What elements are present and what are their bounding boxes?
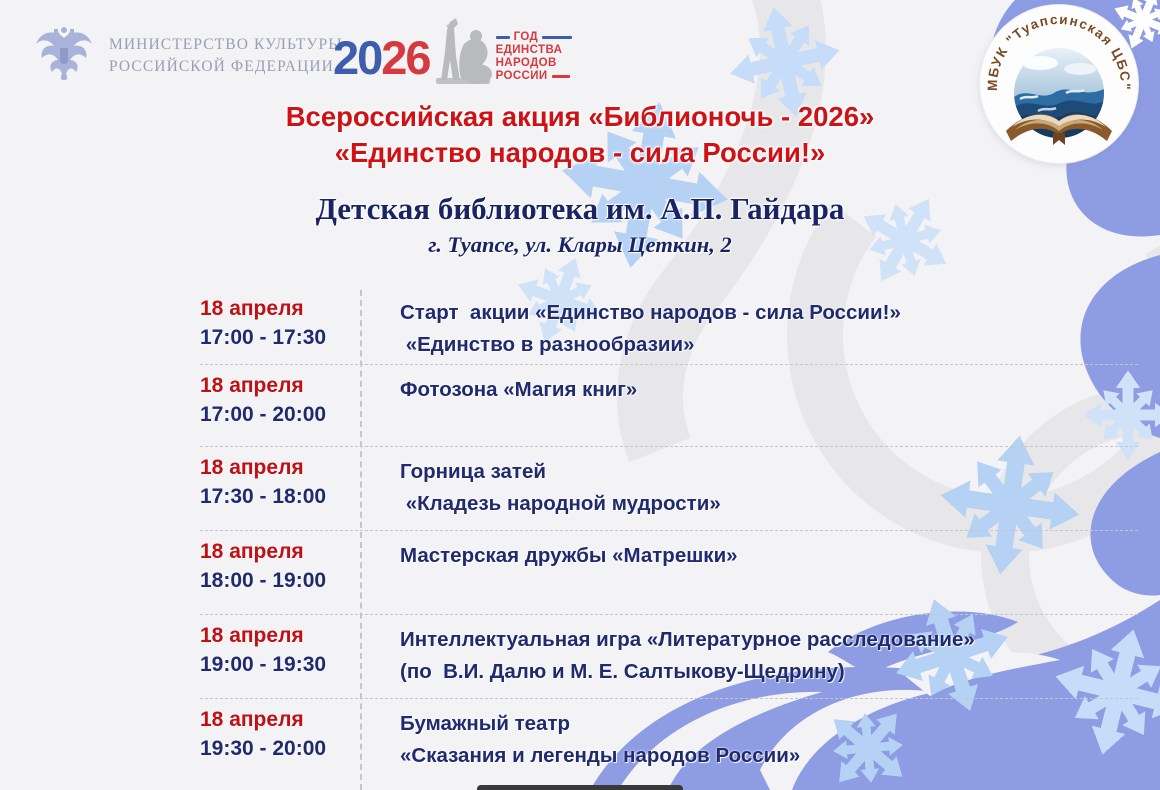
caption-god: ГОД bbox=[513, 30, 539, 43]
action-title-line2: «Единство народов - сила России!» bbox=[334, 137, 826, 169]
cutoff-bottom-element bbox=[477, 785, 683, 790]
event-title-line1: Интеллектуальная игра «Литературное расследование» bbox=[400, 628, 975, 651]
event-date: 18 апреля bbox=[200, 708, 304, 731]
event-title-line2: «Кладезь народной мудрости» bbox=[400, 491, 721, 515]
event-title-line2: «Сказания и легенды народов России» bbox=[400, 743, 801, 767]
schedule-row bbox=[200, 288, 1138, 365]
ministry-name bbox=[109, 34, 343, 79]
caption-rossii: РОССИИ bbox=[495, 70, 548, 83]
schedule-row bbox=[200, 615, 1138, 699]
year-2026-logo bbox=[333, 16, 572, 98]
ministry-logo bbox=[32, 24, 343, 88]
event-title-line1: Мастерская дружбы «Матрешки» bbox=[400, 544, 738, 567]
library-address: г. Туапсе, ул. Клары Цеткин, 2 bbox=[428, 232, 732, 257]
event-title-line1: Фотозона «Магия книг» bbox=[400, 378, 638, 401]
schedule-row bbox=[200, 365, 1138, 447]
schedule-row bbox=[200, 699, 1138, 790]
caption-edinstva: ЕДИНСТВА bbox=[495, 43, 563, 56]
monument-statue-icon bbox=[420, 16, 498, 98]
event-title-line1: Бумажный театр bbox=[400, 712, 571, 735]
action-title bbox=[110, 99, 1050, 172]
event-title-line2: (по В.И. Далю и М. Е. Салтыкову-Щедрину) bbox=[400, 659, 845, 683]
event-schedule bbox=[200, 288, 1138, 790]
event-time: 19:30 - 20:00 bbox=[200, 737, 327, 760]
event-date: 18 апреля bbox=[200, 297, 304, 320]
event-time: 19:00 - 19:30 bbox=[200, 653, 327, 676]
double-eagle-icon bbox=[32, 24, 96, 88]
schedule-row bbox=[200, 531, 1138, 615]
event-date: 18 апреля bbox=[200, 624, 304, 647]
library-badge bbox=[980, 5, 1138, 163]
event-date: 18 апреля bbox=[200, 374, 304, 397]
library-name-title: Детская библиотека им. А.П. Гайдара bbox=[315, 191, 845, 226]
year-digits-red: 26 bbox=[381, 30, 430, 84]
event-time: 17:00 - 17:30 bbox=[200, 326, 327, 349]
event-time: 17:30 - 18:00 bbox=[200, 485, 327, 508]
caption-narodov: НАРОДОВ bbox=[495, 57, 557, 69]
event-time: 17:00 - 20:00 bbox=[200, 403, 327, 426]
event-date: 18 апреля bbox=[200, 456, 304, 479]
year-digits-blue: 20 bbox=[333, 30, 382, 84]
event-title-line2: «Единство в разнообразии» bbox=[400, 332, 695, 356]
action-title-line1: Всероссийская акция «Библионочь - 2026» bbox=[285, 101, 875, 132]
schedule-row bbox=[200, 447, 1138, 531]
ministry-name-line1: МИНИСТЕРСТВО КУЛЬТУРЫ bbox=[109, 35, 343, 53]
event-date: 18 апреля bbox=[200, 540, 304, 563]
year-logo-caption bbox=[496, 31, 573, 84]
badge-curved-text: МБУК "Туапсинская ЦБС" bbox=[984, 11, 1134, 92]
event-title-line1: Горница затей bbox=[400, 460, 546, 483]
ministry-name-line2: РОССИЙСКОЙ ФЕДЕРАЦИИ bbox=[109, 58, 334, 75]
event-title-line1: Старт акции «Единство народов - сила России!» bbox=[400, 301, 901, 324]
event-time: 18:00 - 19:00 bbox=[200, 569, 327, 592]
